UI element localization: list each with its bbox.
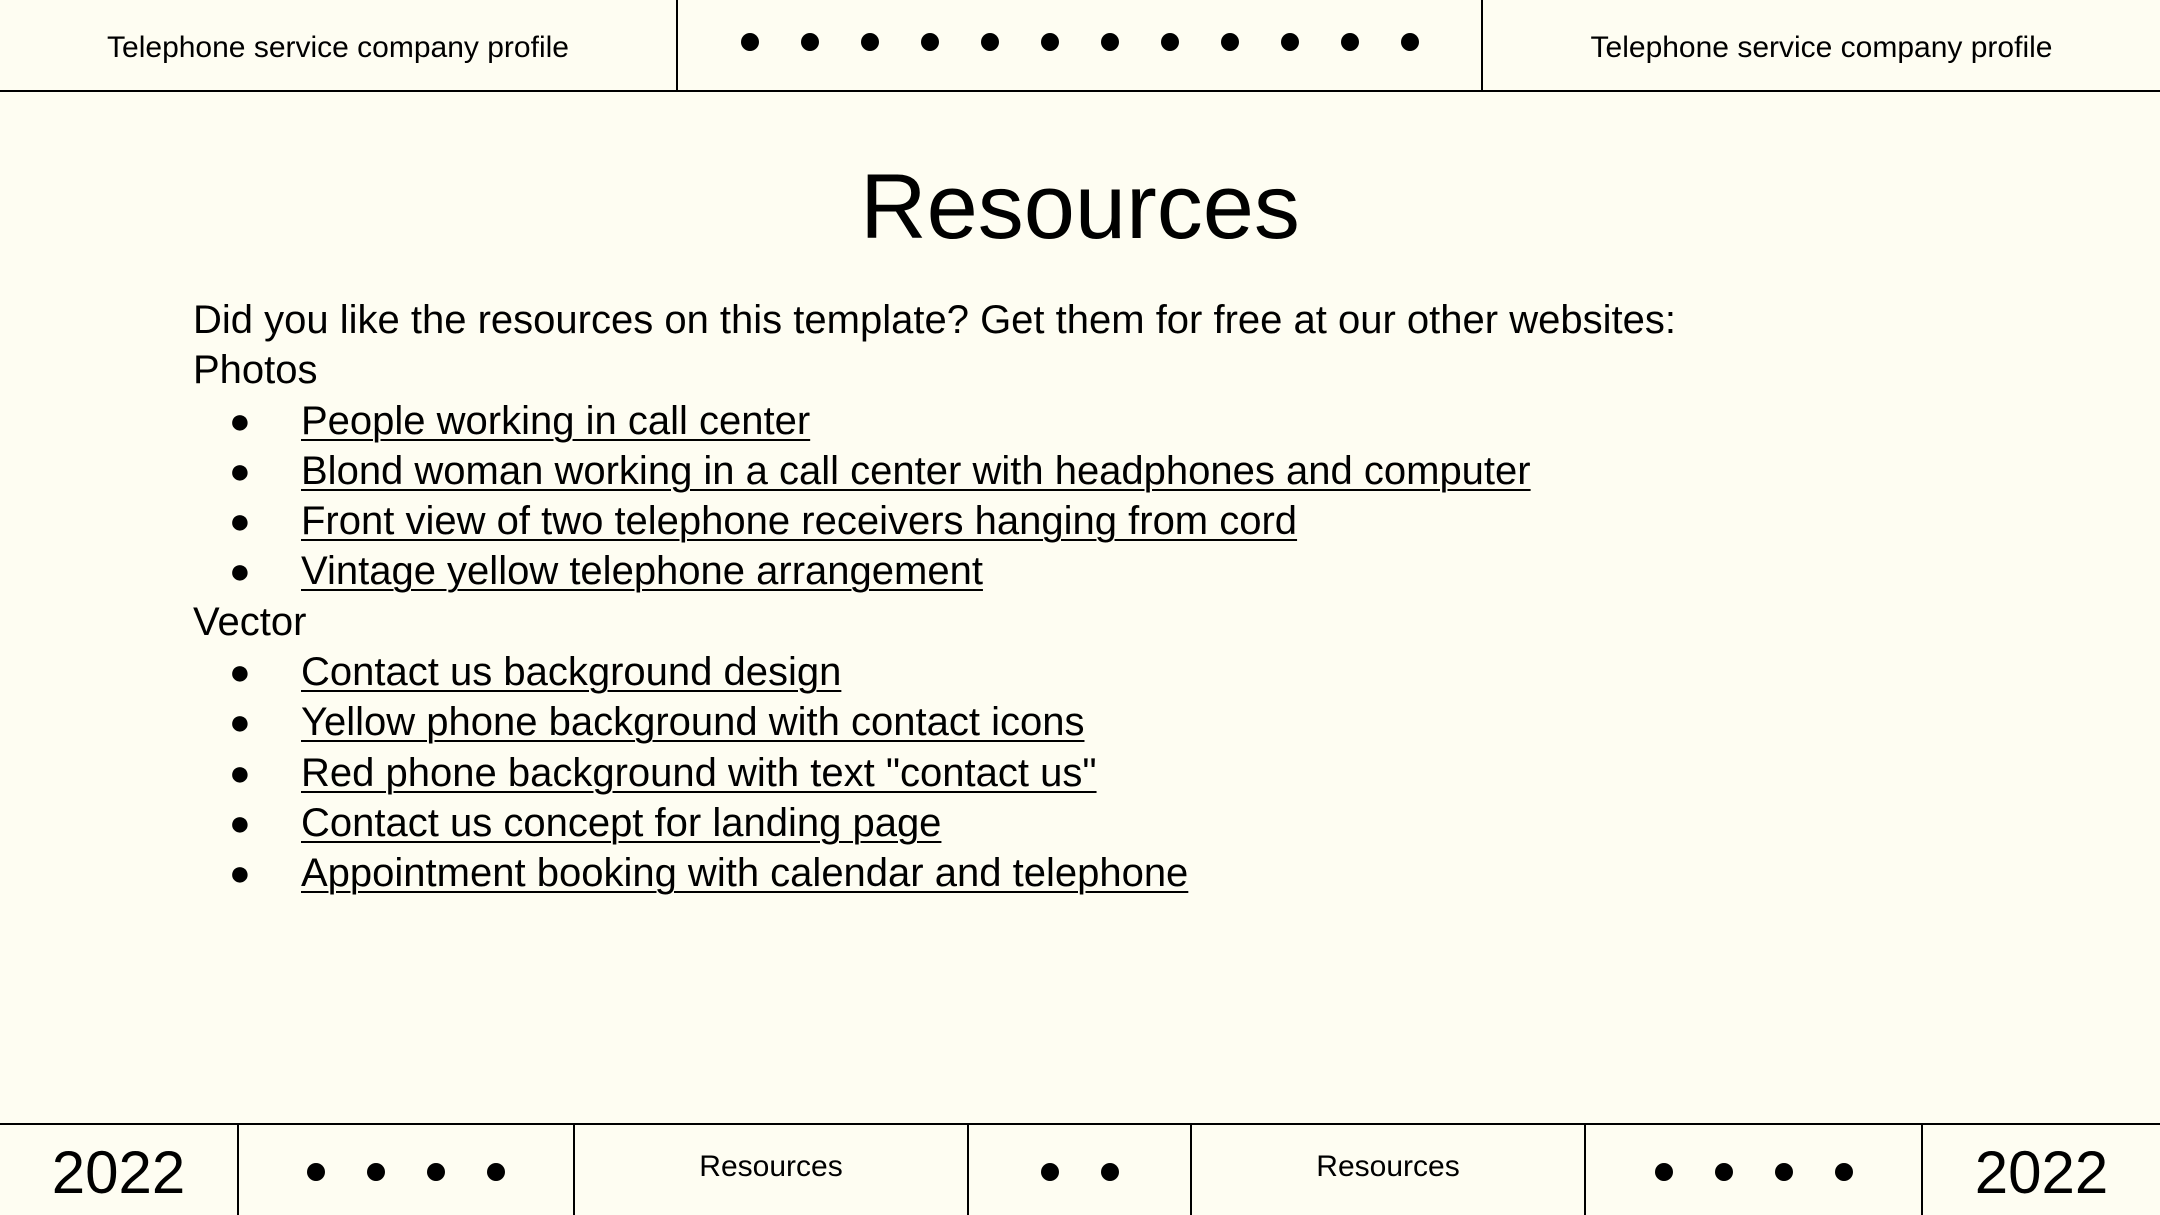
footer-dot-row [1655,1163,1853,1181]
dot-icon [1775,1163,1793,1181]
bullet-icon: ● [229,399,251,441]
header-left-cell [0,0,678,90]
section-heading-photos: Photos [193,348,318,393]
vector-link-list [193,647,2093,898]
dot-icon [1221,33,1239,51]
header-left-label: Telephone service company profile [107,31,569,64]
footer-label-2: Resources [1316,1150,1460,1183]
resource-link-telephone-receivers[interactable]: Front view of two telephone receivers hanging from cord [301,499,1298,544]
list-item [193,446,2093,496]
dot-icon [801,33,819,51]
resource-link-landing-page[interactable]: Contact us concept for landing page [301,800,942,845]
list-item [193,546,2093,596]
intro-text: Did you like the resources on this template? Get them for free at our other websites: [193,298,1676,342]
list-item [193,496,2093,546]
dot-icon [981,33,999,51]
resource-link-appointment-booking[interactable]: Appointment booking with calendar and telephone [301,851,1189,896]
resource-link-blond-woman[interactable]: Blond woman working in a call center with headphones and computer [301,448,1531,493]
bullet-icon: ● [229,701,251,743]
header-right-cell [1483,0,2160,90]
bullet-icon: ● [229,550,251,592]
bullet-icon: ● [229,852,251,894]
bullet-icon: ● [229,751,251,793]
footer-year-right: 2022 [1974,1138,2109,1206]
header-right-label: Telephone service company profile [1590,31,2053,64]
dot-icon [1281,33,1299,51]
resource-link-people-call-center[interactable]: People working in call center [301,398,811,443]
section-heading-vector: Vector [193,599,307,644]
bullet-icon: ● [229,500,251,542]
footer-year-right-cell [1923,1125,2160,1215]
list-item [193,647,2093,697]
footer-dots-cell-2 [969,1125,1192,1215]
dot-icon [741,33,759,51]
dot-icon [1101,33,1119,51]
page-title: Resources [860,156,1300,258]
resource-link-contact-background[interactable]: Contact us background design [301,650,842,695]
resources-content [193,295,2093,899]
list-item [193,848,2093,898]
dot-icon [921,33,939,51]
list-item [193,697,2093,747]
bullet-icon: ● [229,651,251,693]
resource-link-vintage-telephone[interactable]: Vintage yellow telephone arrangement [301,549,983,594]
footer-year-left: 2022 [51,1138,186,1206]
footer-dots-cell-3 [1586,1125,1923,1215]
header-dots-cell [678,0,1483,90]
list-item [193,396,2093,446]
photos-link-list [193,396,2093,597]
dot-icon [427,1163,445,1181]
resource-link-red-phone[interactable]: Red phone background with text "contact us" [301,750,1097,795]
dot-icon [1835,1163,1853,1181]
dot-icon [861,33,879,51]
dot-icon [1401,33,1419,51]
resource-link-yellow-phone[interactable]: Yellow phone background with contact icons [301,700,1085,745]
dot-icon [1161,33,1179,51]
bullet-icon: ● [229,449,251,491]
dot-icon [487,1163,505,1181]
header-dot-row [741,33,1419,51]
footer-dots-cell-1 [239,1125,575,1215]
footer-dot-row [1041,1163,1119,1181]
bullet-icon: ● [229,801,251,843]
header-bar [0,0,2160,92]
dot-icon [1341,33,1359,51]
dot-icon [307,1163,325,1181]
footer-label-1: Resources [699,1150,843,1183]
dot-icon [1041,33,1059,51]
footer-year-left-cell [0,1125,239,1215]
list-item [193,798,2093,848]
dot-icon [1655,1163,1673,1181]
dot-icon [367,1163,385,1181]
footer-label-cell-2 [1192,1125,1586,1215]
footer-label-cell-1 [575,1125,969,1215]
footer-dot-row [307,1163,505,1181]
list-item [193,748,2093,798]
footer-bar [0,1123,2160,1215]
dot-icon [1715,1163,1733,1181]
dot-icon [1041,1163,1059,1181]
dot-icon [1101,1163,1119,1181]
